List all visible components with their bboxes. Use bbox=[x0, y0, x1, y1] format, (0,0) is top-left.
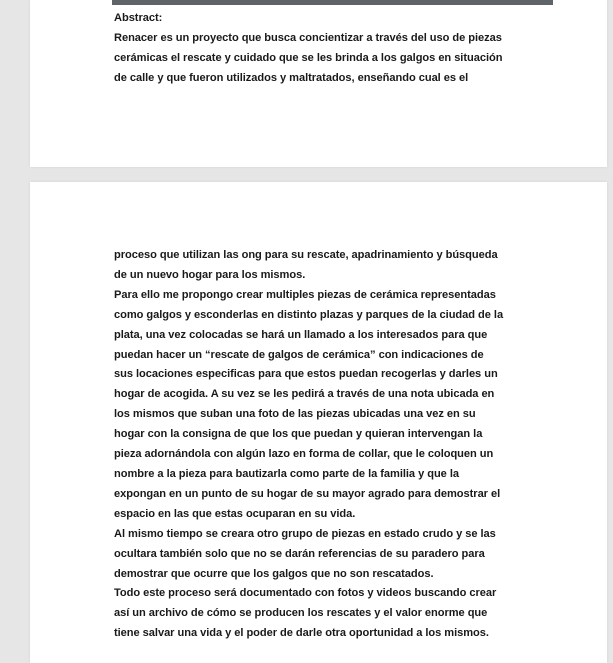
paragraph-line: hogar de acogida. A su vez se les pedirá a través de una nota ubicada en bbox=[114, 388, 495, 401]
paragraph-line: proceso que utilizan las ong para su rescate, apadrinamiento y búsqueda bbox=[114, 249, 498, 261]
document-page-2 bbox=[30, 182, 607, 663]
paragraph-line: Para ello me propongo crear multiples piezas de cerámica representadas bbox=[114, 288, 496, 301]
document-page-1 bbox=[30, 0, 607, 167]
paragraph-line: Renacer es un proyecto que busca concientizar a través del uso de piezas bbox=[114, 31, 502, 44]
paragraph-line: de calle y que fueron utilizados y maltratados, enseñando cual es el bbox=[114, 71, 469, 84]
paragraph-line: espacio en las que estas ocuparan en su vida. bbox=[114, 507, 356, 520]
paragraph-line: tiene salvar una vida y el poder de darle otra oportunidad a los mismos. bbox=[114, 627, 489, 640]
paragraph-line: ocultara también solo que no se darán referencias de su paradero para bbox=[114, 547, 485, 560]
body-text-block bbox=[114, 246, 526, 644]
paragraph-line: nombre a la pieza para bautizarla como parte de la familia y que la bbox=[114, 467, 459, 480]
paragraph-line: así un archivo de cómo se producen los rescates y el valor enorme que bbox=[114, 607, 488, 620]
abstract-heading: Abstract: bbox=[114, 12, 163, 24]
paragraph-line: demostrar que ocurre que los galgos que no son rescatados. bbox=[114, 567, 434, 580]
paragraph-line: Al mismo tiempo se creara otro grupo de piezas en estado crudo y se las bbox=[114, 527, 496, 540]
paragraph-line: como galgos y esconderlas en distinto plazas y parques de la ciudad de la bbox=[114, 308, 504, 321]
paragraph-line: expongan en un punto de su hogar de su mayor agrado para demostrar el bbox=[114, 487, 501, 500]
paragraph-line: de un nuevo hogar para los mismos. bbox=[114, 268, 306, 281]
paragraph-line: puedan hacer un “rescate de galgos de cerámica” con indicaciones de bbox=[114, 348, 484, 361]
paragraph-line: sus locaciones especificas para que estos puedan recogerlas y darles un bbox=[114, 368, 498, 381]
paragraph-line: Todo este proceso será documentado con fotos y videos buscando crear bbox=[114, 587, 497, 600]
abstract-text-block bbox=[114, 9, 526, 89]
paragraph-line: los mismos que suban una foto de las piezas ubicadas una vez en su bbox=[114, 408, 476, 421]
paragraph-line: pieza adornándola con algún lazo en forma de collar, que le coloquen un bbox=[114, 448, 494, 461]
paragraph-line: plata, una vez colocadas se hará un llamado a los interesados para que bbox=[114, 328, 488, 341]
paragraph-line: cerámicas el rescate y cuidado que se les brinda a los galgos en situación bbox=[114, 51, 503, 64]
image-strip bbox=[112, 0, 553, 5]
paragraph-line: hogar con la consigna de que los que puedan y quieran intervengan la bbox=[114, 428, 483, 441]
